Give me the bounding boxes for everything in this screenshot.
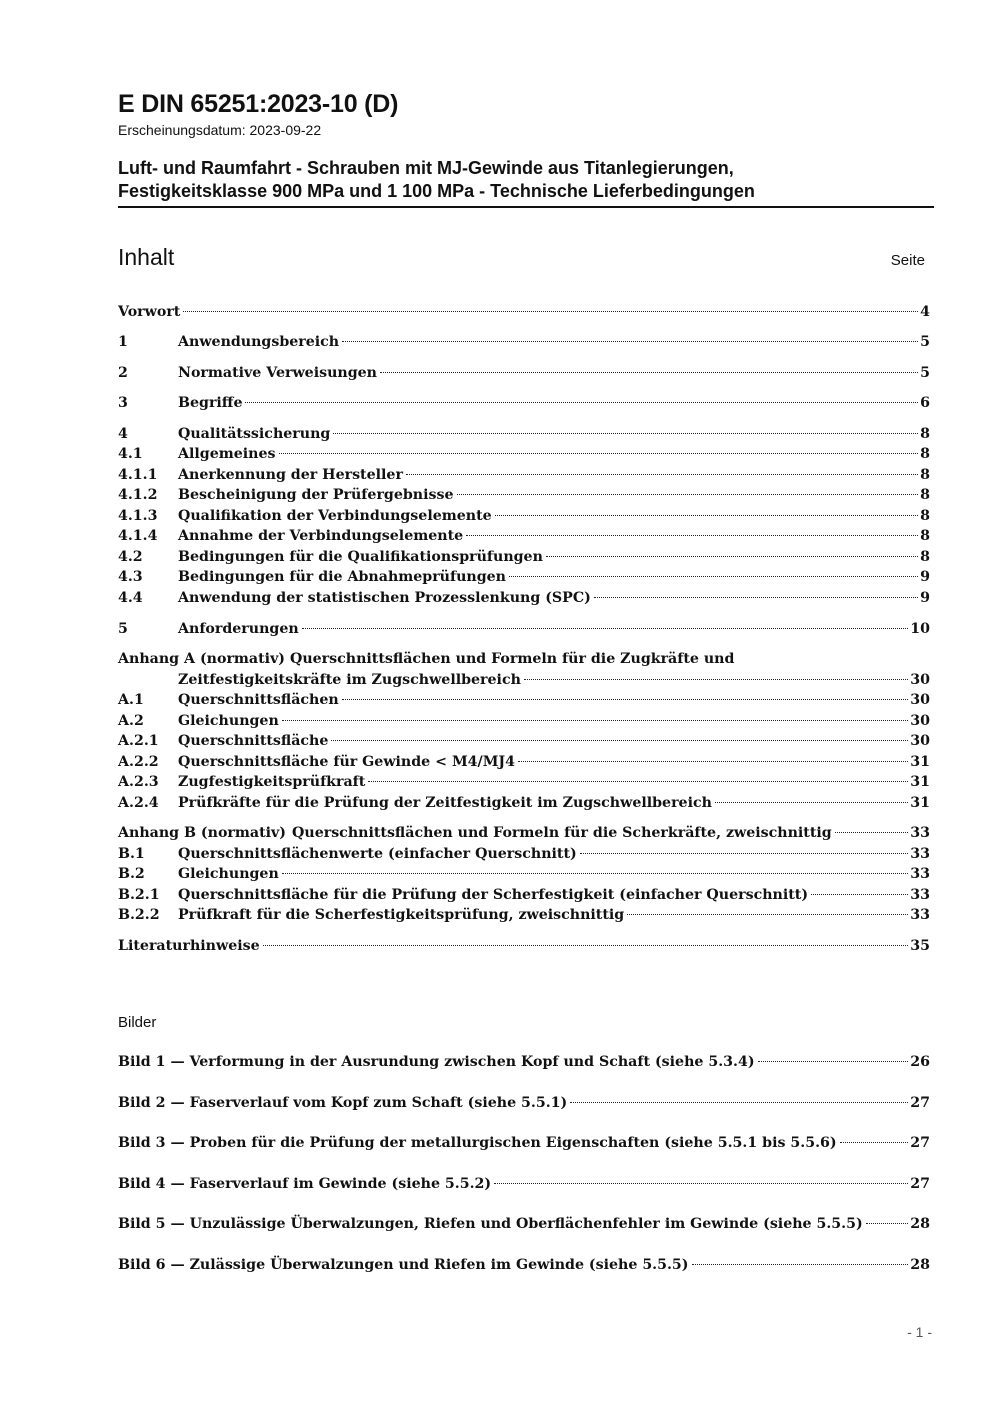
toc-entry-page: 31 (910, 795, 930, 811)
toc-annex-entry[interactable] (118, 823, 930, 843)
toc-entry-number: B.2.2 (118, 907, 160, 923)
toc-leader-dots (509, 576, 918, 577)
figure-entry-title: Bild 3 — Proben für die Prüfung der metallurgischen Eigenschaften (siehe 5.5.1 bis 5.5.6) (118, 1135, 837, 1151)
toc-entry-title: Anwendungsbereich (178, 334, 340, 350)
toc-leader-dots (518, 761, 908, 762)
toc-entry-title: Zugfestigkeitsprüfkraft (178, 774, 366, 790)
toc-entry-title: Anforderungen (178, 621, 299, 637)
toc-entry-page: 4 (920, 304, 930, 320)
figure-entry-page: 27 (910, 1135, 930, 1151)
figure-entry[interactable] (118, 1174, 930, 1194)
toc-entry[interactable] (118, 711, 930, 731)
toc-entry[interactable] (118, 885, 930, 905)
toc-entry-number: 4.1.2 (118, 487, 158, 503)
toc-leader-dots (282, 873, 908, 874)
figures-heading: Bilder (118, 1014, 157, 1031)
figure-entry[interactable] (118, 1133, 930, 1153)
toc-entry-number: A.2.2 (118, 754, 159, 770)
toc-entry-title: Qualifikation der Verbindungselemente (178, 508, 492, 524)
toc-entry-title: Bescheinigung der Prüfergebnisse (178, 487, 454, 503)
toc-leader-dots (866, 1223, 909, 1224)
toc-entry-number: 2 (118, 365, 128, 381)
document-id: E DIN 65251:2023-10 (D) (118, 90, 399, 118)
toc-entry-title: Annahme der Verbindungselemente (178, 528, 464, 544)
toc-entry-page: 8 (920, 426, 930, 442)
toc-entry-number: 4.3 (118, 569, 143, 585)
toc-entry-page: 31 (910, 754, 930, 770)
toc-entry-title: Bedingungen für die Qualifikationsprüfungen (178, 549, 543, 565)
toc-entry-title: Anwendung der statistischen Prozesslenkung (SPC) (178, 590, 591, 606)
toc-entry[interactable] (118, 424, 930, 444)
toc-leader-dots (279, 453, 919, 454)
toc-entry-title: Prüfkräfte für die Prüfung der Zeitfestigkeit im Zugschwellbereich (178, 795, 712, 811)
toc-entry-number: B.2.1 (118, 887, 160, 903)
toc-entry[interactable] (118, 302, 930, 322)
toc-leader-dots (380, 372, 918, 373)
toc-entry-page: 8 (920, 467, 930, 483)
toc-entry[interactable] (118, 363, 930, 383)
toc-annex-heading[interactable] (118, 649, 930, 669)
figure-entry-page: 28 (910, 1257, 930, 1273)
toc-entry-page: 10 (910, 621, 930, 637)
toc-entry[interactable] (118, 588, 930, 608)
toc-page-column-label: Seite (890, 252, 925, 269)
figure-entry-page: 26 (910, 1054, 930, 1070)
toc-entry-page: 30 (910, 713, 930, 729)
toc-entry-title-continuation: Zeitfestigkeitskräfte im Zugschwellbereich (178, 672, 521, 688)
toc-leader-dots (835, 832, 909, 833)
toc-leader-dots (466, 535, 918, 536)
toc-leader-dots (263, 945, 909, 946)
toc-entry[interactable] (118, 793, 930, 813)
toc-entry[interactable] (118, 731, 930, 751)
toc-entry-page: 5 (920, 334, 930, 350)
toc-entry-number: A.2.4 (118, 795, 159, 811)
toc-leader-dots (302, 628, 909, 629)
toc-entry-page: 9 (920, 569, 930, 585)
toc-entry-number: 4.4 (118, 590, 143, 606)
toc-entry-number: Anhang B (normativ) (118, 825, 287, 841)
toc-entry-page: 8 (920, 528, 930, 544)
figure-entry[interactable] (118, 1214, 930, 1234)
toc-entry-number: 4.1.4 (118, 528, 158, 544)
toc-entry-title: Prüfkraft für die Scherfestigkeitsprüfung, zweischnittig (178, 907, 625, 923)
toc-leader-dots (524, 679, 908, 680)
title-line: Festigkeitsklasse 900 MPa und 1 100 MPa - Technische Lieferbedingungen (118, 181, 755, 201)
toc-entry[interactable] (118, 567, 930, 587)
toc-entry-page: 8 (920, 508, 930, 524)
toc-entry-page: 8 (920, 446, 930, 462)
toc-leader-dots (183, 311, 918, 312)
toc-heading: Inhalt (118, 244, 175, 270)
figure-entry-page: 27 (910, 1095, 930, 1111)
toc-entry-number: 4.1 (118, 446, 143, 462)
toc-entry[interactable] (118, 690, 930, 710)
toc-entry-title: Anerkennung der Hersteller (178, 467, 403, 483)
figure-entry[interactable] (118, 1255, 930, 1275)
page-number: - 1 - (907, 1324, 932, 1340)
figure-entry[interactable] (118, 1093, 930, 1113)
toc-leader-dots (245, 402, 918, 403)
toc-entry[interactable] (118, 465, 930, 485)
toc-leader-dots (627, 914, 908, 915)
toc-entry-page: 33 (910, 866, 930, 882)
publication-date: Erscheinungsdatum: 2023-09-22 (118, 122, 322, 138)
toc-entry-title: Querschnittsfläche (178, 733, 329, 749)
toc-leader-dots (342, 341, 918, 342)
toc-leader-dots (840, 1142, 909, 1143)
toc-entry-title: Querschnittsfläche für die Prüfung der Scherfestigkeit (einfacher Querschnitt) (178, 887, 809, 903)
toc-entry-page: 9 (920, 590, 930, 606)
toc-entry-title: Querschnittsflächenwerte (einfacher Querschnitt) (178, 846, 577, 862)
toc-entry-title: Querschnittsflächen (178, 692, 339, 708)
toc-entry[interactable] (118, 752, 930, 772)
figure-entry-title: Bild 1 — Verformung in der Ausrundung zwischen Kopf und Schaft (siehe 5.3.4) (118, 1054, 755, 1070)
toc-entry-title: Querschnittsflächen und Formeln für die Zugkräfte und (289, 651, 735, 667)
toc-entry-title: Normative Verweisungen (178, 365, 377, 381)
toc-entry-number: Anhang A (normativ) (118, 651, 286, 667)
toc-leader-dots (331, 740, 908, 741)
toc-entry-page: 33 (910, 825, 930, 841)
figure-entry-title: Bild 4 — Faserverlauf im Gewinde (siehe 5.5.2) (118, 1176, 492, 1192)
toc-entry-number: B.1 (118, 846, 145, 862)
toc-entry-title: Literaturhinweise (118, 938, 260, 954)
toc-leader-dots (342, 699, 909, 700)
figure-entry[interactable] (118, 1052, 930, 1072)
toc-entry-page: 8 (920, 487, 930, 503)
toc-entry-number: B.2 (118, 866, 145, 882)
figure-entry-title: Bild 5 — Unzulässige Überwalzungen, Riefen und Oberflächenfehler im Gewinde (siehe 5.5.5) (118, 1216, 863, 1232)
toc-entry[interactable] (118, 670, 930, 690)
toc-entry-title: Gleichungen (178, 866, 279, 882)
toc-entry-page: 33 (910, 846, 930, 862)
toc-entry[interactable] (118, 526, 930, 546)
figure-entry-page: 28 (910, 1216, 930, 1232)
toc-entry[interactable] (118, 772, 930, 792)
toc-leader-dots (580, 853, 909, 854)
toc-entry[interactable] (118, 444, 930, 464)
toc-leader-dots (570, 1102, 908, 1103)
toc-entry-page: 30 (910, 733, 930, 749)
toc-entry[interactable] (118, 619, 930, 639)
toc-entry-number: A.2.3 (118, 774, 159, 790)
toc-entry-title: Begriffe (178, 395, 243, 411)
toc-entry[interactable] (118, 547, 930, 567)
title-line: Luft- und Raumfahrt - Schrauben mit MJ-Gewinde aus Titanlegierungen, (118, 158, 734, 178)
document-title (118, 157, 934, 208)
toc-entry[interactable] (118, 506, 930, 526)
toc-leader-dots (715, 802, 908, 803)
toc-leader-dots (282, 720, 908, 721)
figure-entry-title: Bild 6 — Zulässige Überwalzungen und Riefen im Gewinde (siehe 5.5.5) (118, 1257, 689, 1273)
toc-entry[interactable] (118, 485, 930, 505)
toc-entry-title: Vorwort (118, 304, 181, 320)
toc-entry-page: 33 (910, 907, 930, 923)
figure-entry-title: Bild 2 — Faserverlauf vom Kopf zum Schaft (siehe 5.5.1) (118, 1095, 568, 1111)
toc-entry-page: 30 (910, 672, 930, 688)
toc-leader-dots (457, 494, 919, 495)
toc-entry[interactable] (118, 864, 930, 884)
toc-entry-number: 1 (118, 334, 128, 350)
toc-entry-title: Gleichungen (178, 713, 279, 729)
toc-entry-page: 8 (920, 549, 930, 565)
toc-entry-title: Allgemeines (178, 446, 276, 462)
toc-leader-dots (494, 1183, 908, 1184)
toc-entry-number: A.1 (118, 692, 144, 708)
toc-entry-number: 4.2 (118, 549, 143, 565)
toc-entry-page: 6 (920, 395, 930, 411)
toc-entry-title: Qualitätssicherung (178, 426, 331, 442)
toc-entry-number: A.2 (118, 713, 144, 729)
toc-leader-dots (692, 1264, 909, 1265)
toc-leader-dots (406, 474, 918, 475)
toc-leader-dots (333, 433, 918, 434)
toc-entry-number: 4 (118, 426, 128, 442)
toc-leader-dots (368, 781, 908, 782)
toc-entry[interactable] (118, 332, 930, 352)
toc-entry-page: 31 (910, 774, 930, 790)
toc-entry-title: Querschnittsflächen und Formeln für die Scherkräfte, zweischnittig (292, 825, 832, 841)
toc-entry[interactable] (118, 844, 930, 864)
toc-entry-number: 5 (118, 621, 128, 637)
toc-leader-dots (758, 1061, 909, 1062)
toc-entry-page: 33 (910, 887, 930, 903)
toc-leader-dots (495, 515, 918, 516)
toc-entry-page: 35 (910, 938, 930, 954)
toc-leader-dots (811, 894, 908, 895)
toc-entry-page: 5 (920, 365, 930, 381)
toc-entry-title: Querschnittsfläche für Gewinde < M4/MJ4 (178, 754, 515, 770)
toc-leader-dots (594, 597, 918, 598)
toc-entry-number: A.2.1 (118, 733, 159, 749)
toc-entry-page: 30 (910, 692, 930, 708)
toc-entry[interactable] (118, 905, 930, 925)
figure-entry-page: 27 (910, 1176, 930, 1192)
toc-entry-title: Bedingungen für die Abnahmeprüfungen (178, 569, 506, 585)
toc-entry[interactable] (118, 393, 930, 413)
toc-entry-number: 4.1.3 (118, 508, 158, 524)
toc-entry-number: 3 (118, 395, 128, 411)
toc-entry-number: 4.1.1 (118, 467, 158, 483)
toc-leader-dots (546, 556, 918, 557)
toc-entry[interactable] (118, 936, 930, 956)
